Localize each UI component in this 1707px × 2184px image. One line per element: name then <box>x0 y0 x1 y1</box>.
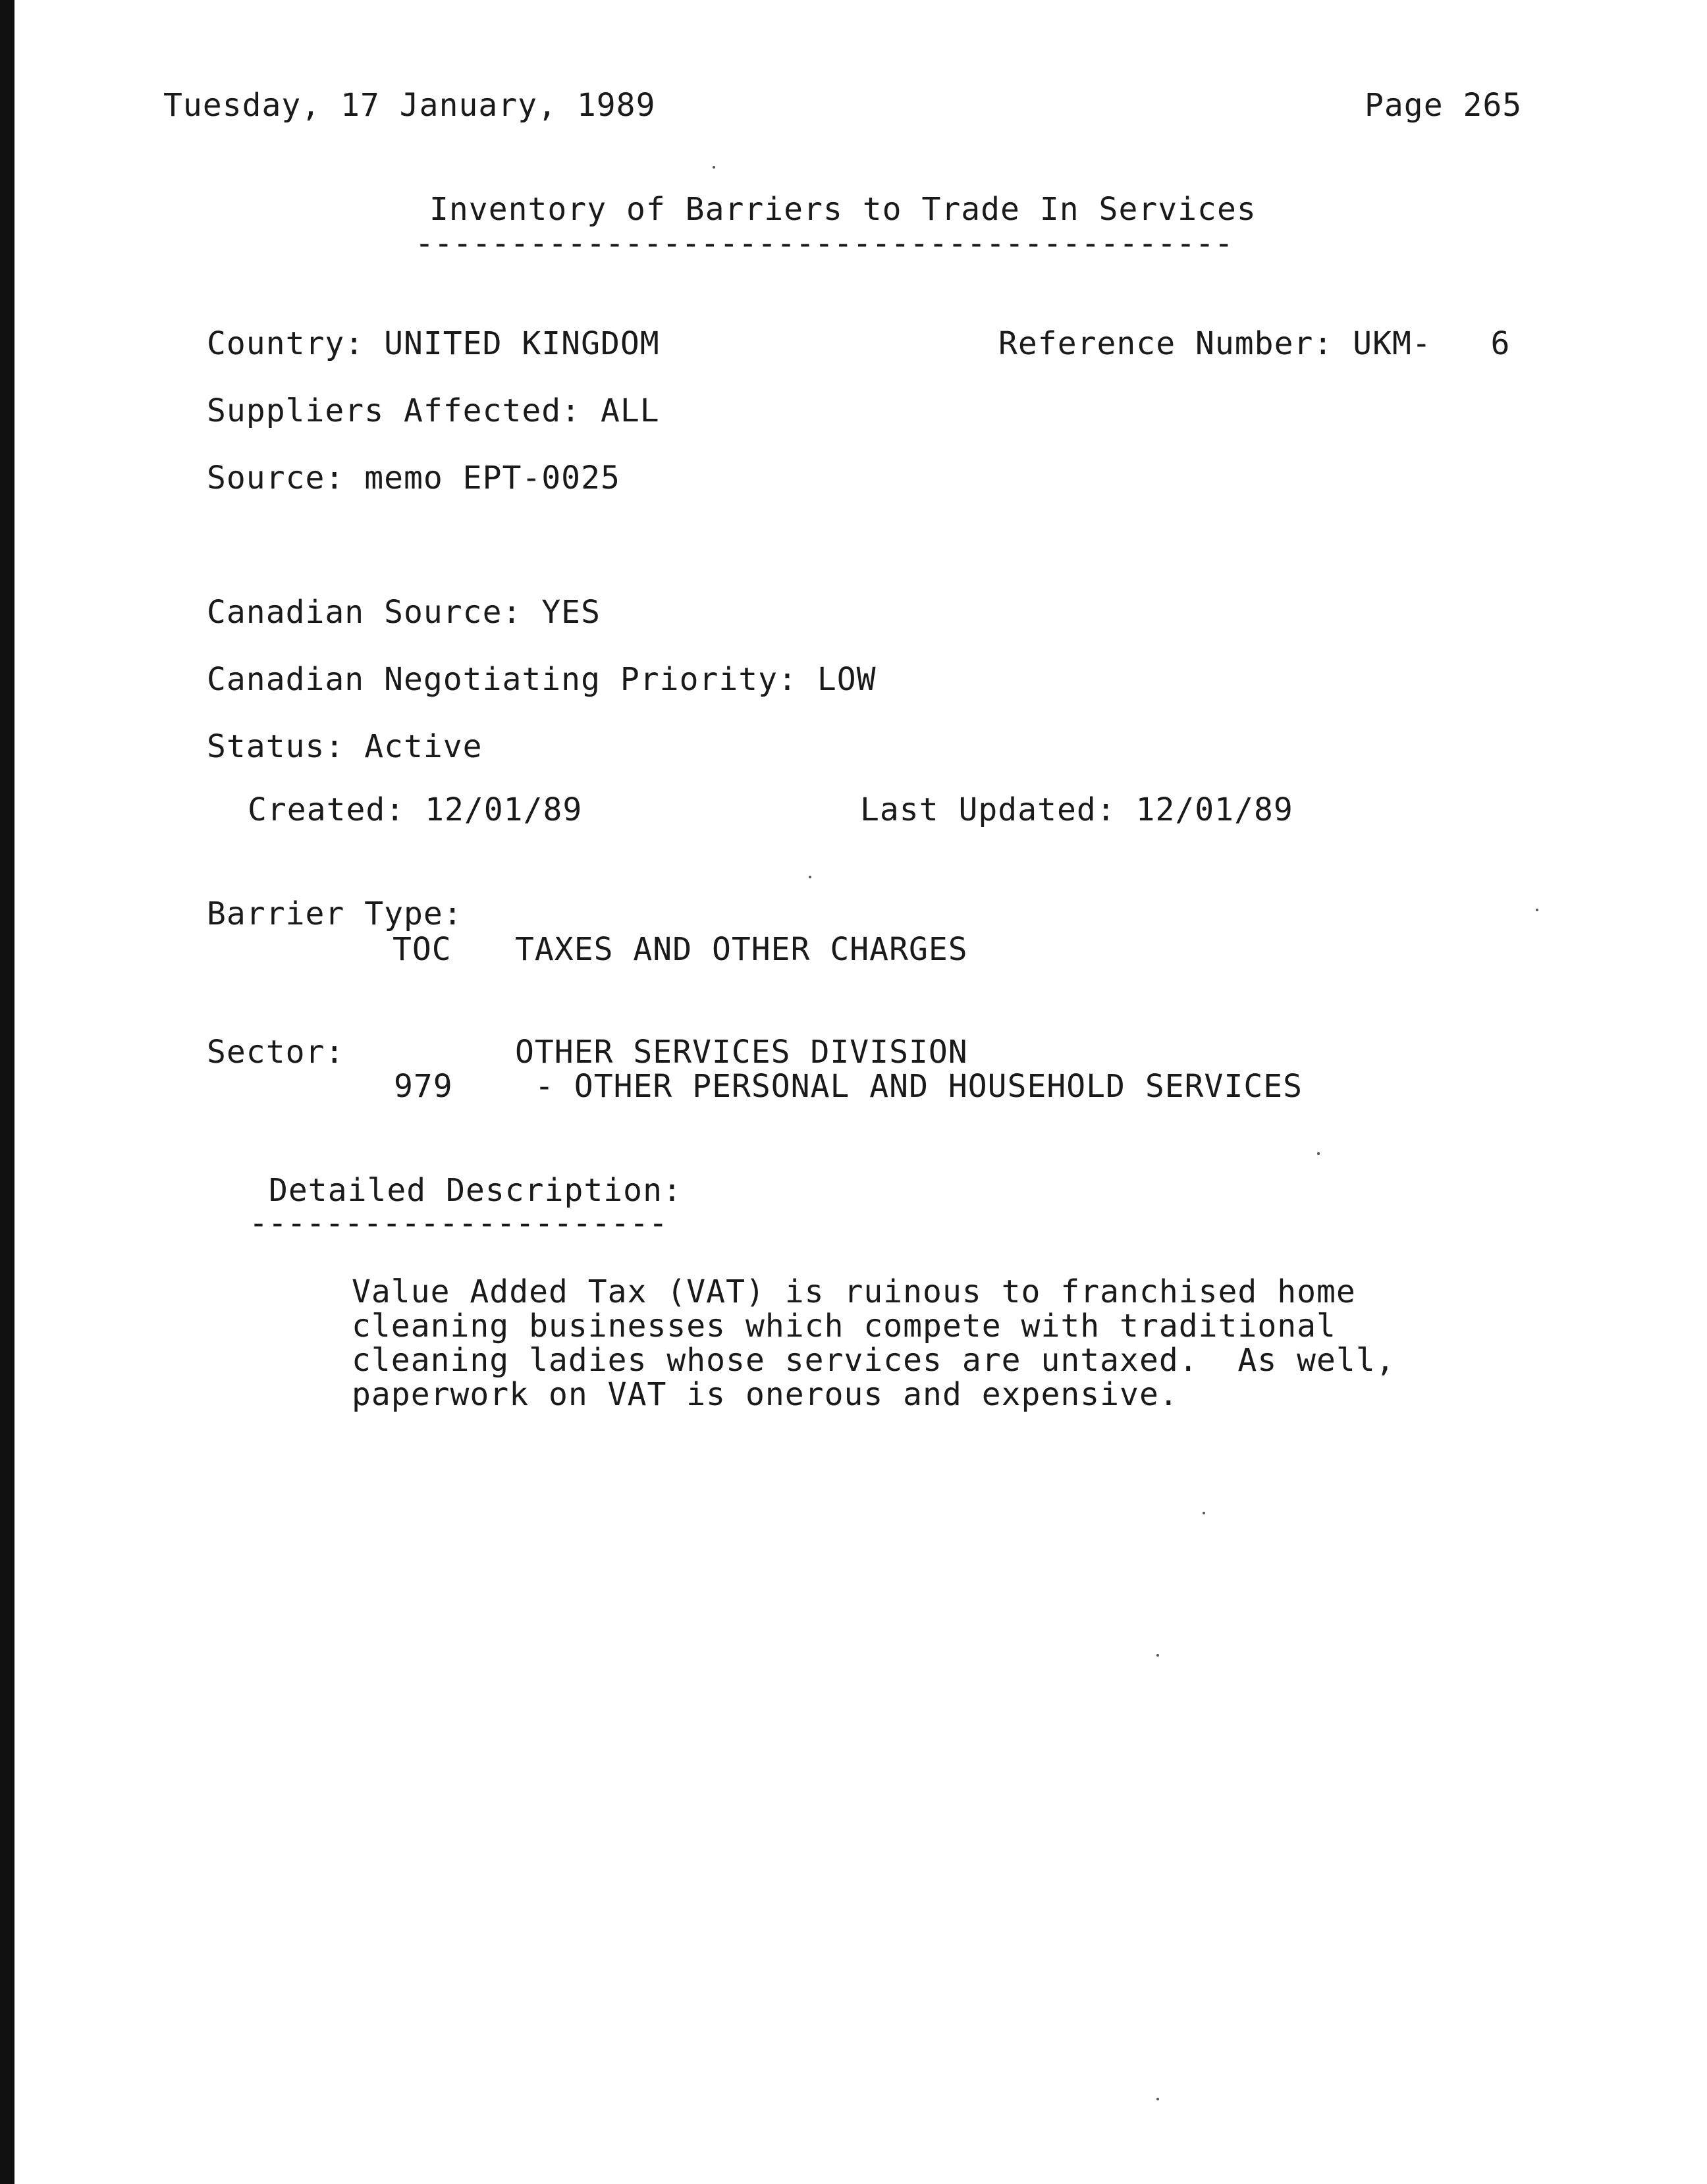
document-title: Inventory of Barriers to Trade In Services <box>429 191 1257 228</box>
title-underline: ------------------------------------------- <box>415 230 1233 257</box>
status-field: Status: Active <box>207 728 483 765</box>
description-line: cleaning businesses which compete with traditional <box>352 1308 1336 1345</box>
barrier-type-label: Barrier Type: <box>207 895 463 932</box>
scan-speck <box>713 166 715 169</box>
description-line: Value Added Tax (VAT) is ruinous to franchised home <box>352 1273 1356 1310</box>
scan-speck <box>1156 2098 1159 2100</box>
barrier-type-description: TAXES AND OTHER CHARGES <box>515 931 968 968</box>
source-field: Source: memo EPT-0025 <box>207 460 620 496</box>
sector-description: - OTHER PERSONAL AND HOUSEHOLD SERVICES <box>535 1068 1303 1105</box>
sector-code: 979 <box>394 1068 453 1105</box>
scan-speck <box>809 876 811 878</box>
sector-label: Sector: <box>207 1034 345 1071</box>
page-number: Page 265 <box>1365 87 1523 124</box>
canadian-source-field: Canadian Source: YES <box>207 594 601 631</box>
scan-speck <box>1156 1654 1159 1657</box>
detailed-description-underline: ---------------------- <box>249 1210 668 1237</box>
scan-edge-bar <box>0 0 14 2184</box>
report-date: Tuesday, 17 January, 1989 <box>163 87 656 124</box>
negotiating-priority-field: Canadian Negotiating Priority: LOW <box>207 661 877 698</box>
created-field: Created: 12/01/89 <box>248 791 583 828</box>
last-updated-field: Last Updated: 12/01/89 <box>860 791 1293 828</box>
suppliers-affected-field: Suppliers Affected: ALL <box>207 392 660 429</box>
scan-speck <box>1317 1152 1320 1155</box>
reference-number-field: Reference Number: UKM- 6 <box>998 325 1511 362</box>
description-line: paperwork on VAT is onerous and expensive. <box>352 1376 1179 1413</box>
description-line: cleaning ladies whose services are untaxed. As well, <box>352 1342 1395 1379</box>
scan-speck <box>1536 909 1538 911</box>
sector-division: OTHER SERVICES DIVISION <box>515 1034 968 1071</box>
country-field: Country: UNITED KINGDOM <box>207 325 660 362</box>
detailed-description-heading: Detailed Description: <box>269 1172 682 1209</box>
barrier-type-code: TOC <box>393 931 452 968</box>
scan-speck <box>1203 1512 1205 1514</box>
